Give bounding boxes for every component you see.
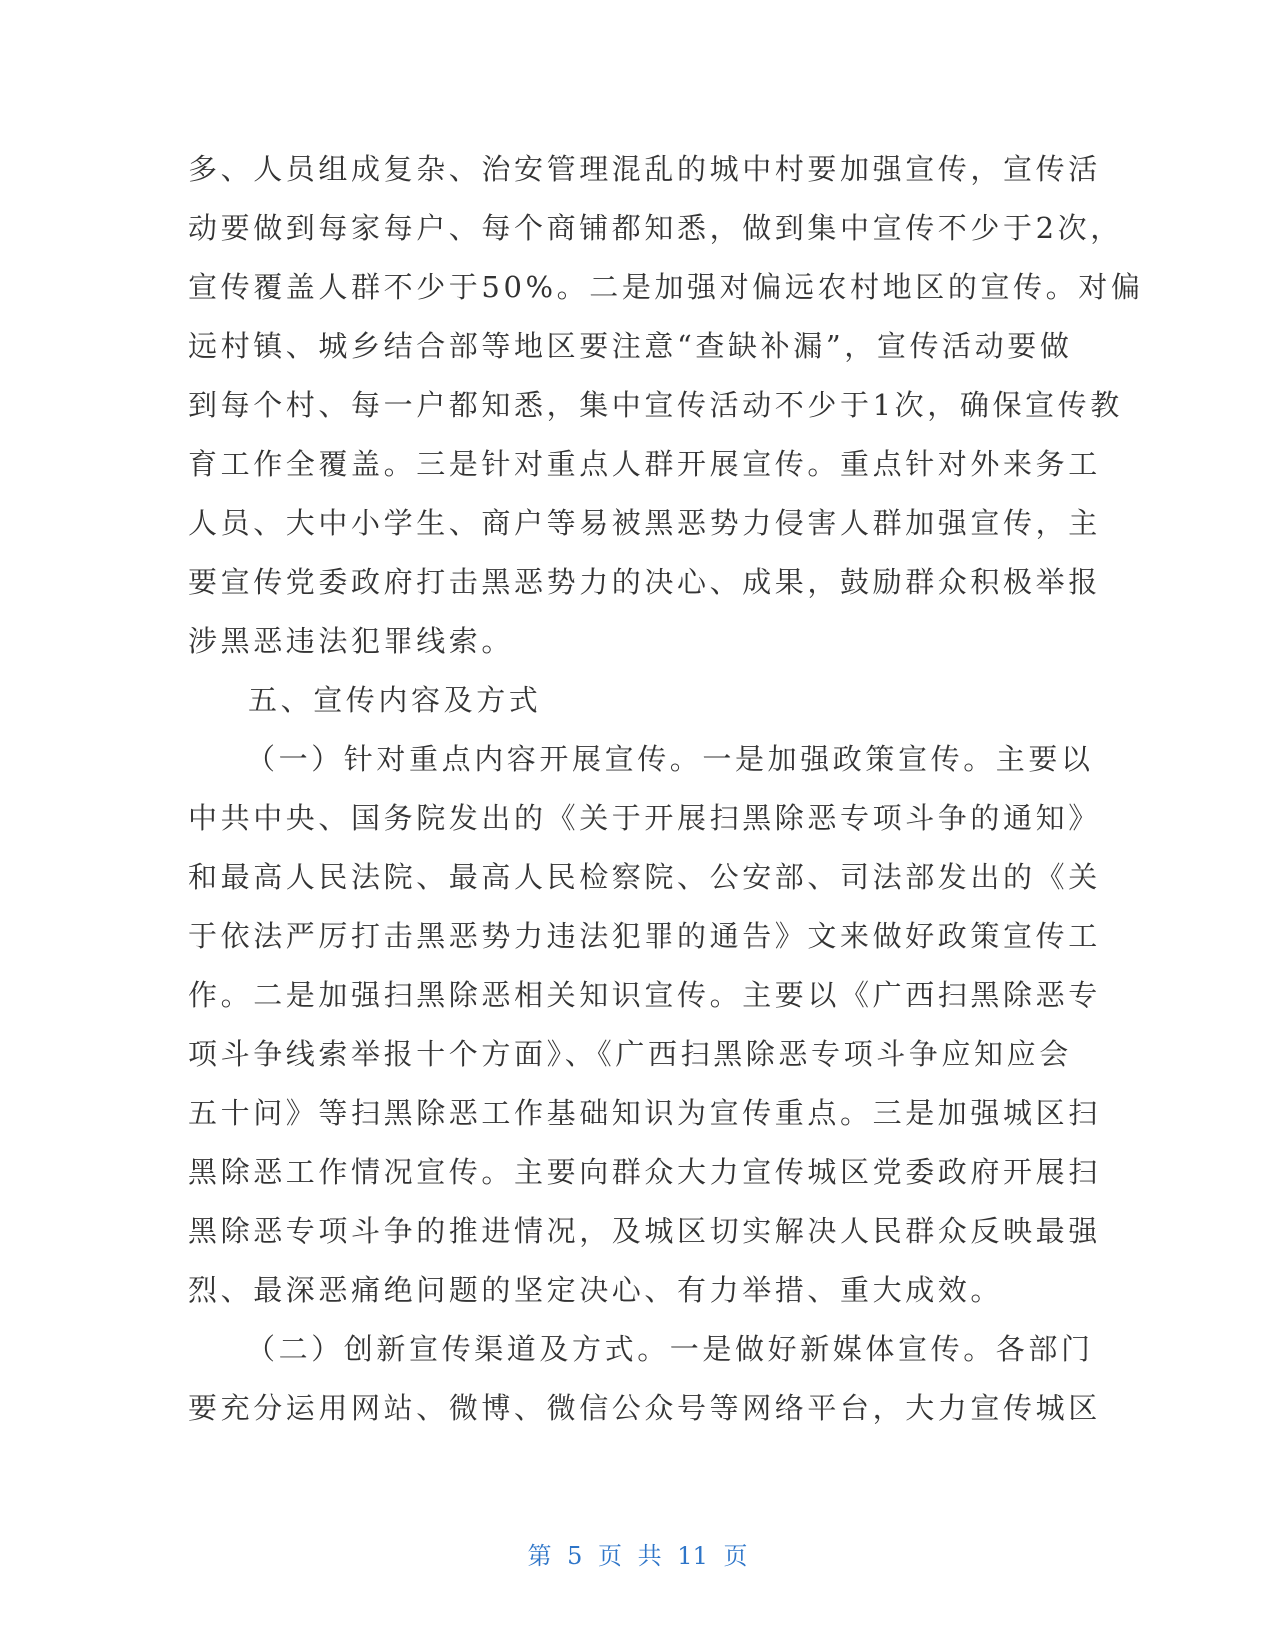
text-line: 和最高人民法院、最高人民检察院、公安部、司法部发出的《关 <box>188 860 1101 894</box>
document-body <box>188 140 1144 1438</box>
text-line: 宣传覆盖人群不少于50%。二是加强对偏远农村地区的宣传。对偏 <box>188 270 1144 304</box>
text-line: 黑除恶工作情况宣传。主要向群众大力宣传城区党委政府开展扫 <box>188 1155 1101 1189</box>
text-line: 黑除恶专项斗争的推进情况，及城区切实解决人民群众反映最强 <box>188 1214 1101 1248</box>
text-line: 涉黑恶违法犯罪线索。 <box>188 624 515 658</box>
text-line: 到每个村、每一户都知悉，集中宣传活动不少于1次，确保宣传教 <box>188 388 1123 422</box>
text-line: 远村镇、城乡结合部等地区要注意“查缺补漏”，宣传活动要做 <box>188 329 1073 363</box>
text-line: 项斗争线索举报十个方面》、《广西扫黑除恶专项斗争应知应会 <box>188 1037 1072 1071</box>
text-line: 作。二是加强扫黑除恶相关知识宣传。主要以《广西扫黑除恶专 <box>188 978 1101 1012</box>
text-line: 动要做到每家每户、每个商铺都知悉，做到集中宣传不少于2次， <box>188 211 1123 245</box>
text-line: 中共中央、国务院发出的《关于开展扫黑除恶专项斗争的通知》 <box>188 801 1101 835</box>
text-line: 人员、大中小学生、商户等易被黑恶势力侵害人群加强宣传，主 <box>188 506 1101 540</box>
section-heading: 五、宣传内容及方式 <box>248 683 542 717</box>
page-number-footer: 第 5 页 共 11 页 <box>527 1542 748 1570</box>
text-line: 多、人员组成复杂、治安管理混乱的城中村要加强宣传，宣传活 <box>188 152 1101 186</box>
text-line: （二）创新宣传渠道及方式。一是做好新媒体宣传。各部门 <box>246 1332 1094 1366</box>
text-line: 要宣传党委政府打击黑恶势力的决心、成果，鼓励群众积极举报 <box>188 565 1101 599</box>
text-line: （一）针对重点内容开展宣传。一是加强政策宣传。主要以 <box>246 742 1094 776</box>
text-line: 于依法严厉打击黑恶势力违法犯罪的通告》文来做好政策宣传工 <box>188 919 1101 953</box>
text-line: 要充分运用网站、微博、微信公众号等网络平台，大力宣传城区 <box>188 1391 1101 1425</box>
text-line: 烈、最深恶痛绝问题的坚定决心、有力举措、重大成效。 <box>188 1273 1004 1307</box>
text-line: 五十问》等扫黑除恶工作基础知识为宣传重点。三是加强城区扫 <box>188 1096 1101 1130</box>
text-line: 育工作全覆盖。三是针对重点人群开展宣传。重点针对外来务工 <box>188 447 1101 481</box>
